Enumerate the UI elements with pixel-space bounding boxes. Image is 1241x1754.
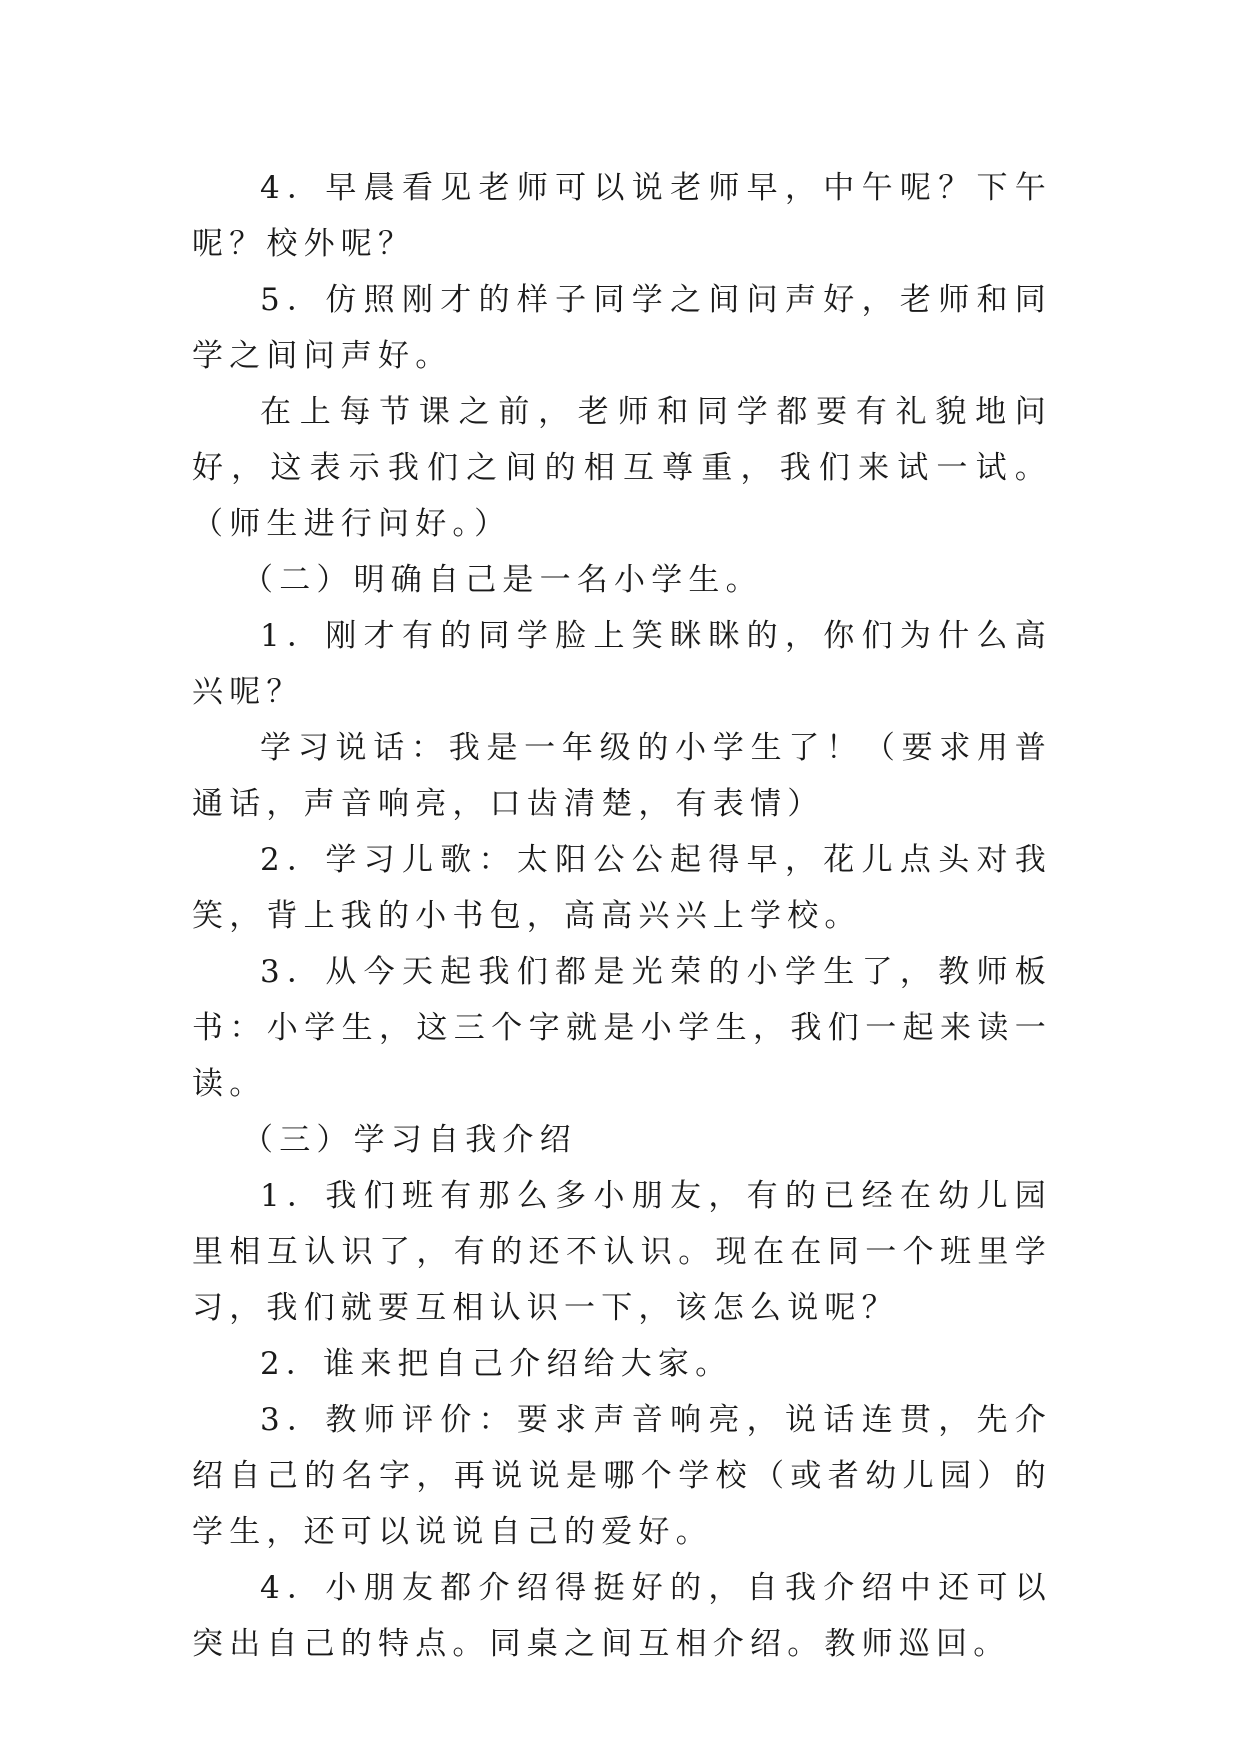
paragraph-intro-item-1: 1．我们班有那么多小朋友，有的已经在幼儿园里相互认识了，有的还不认识。现在在同一个班里学习，我们就要互相认识一下，该怎么说呢？ <box>192 1178 1052 1326</box>
paragraph-item-2: 2．学习儿歌：太阳公公起得早，花儿点头对我笑，背上我的小书包，高高兴兴上学校。 <box>192 842 1052 934</box>
paragraph-intro-item-3: 3．教师评价：要求声音响亮，说话连贯，先介绍自己的名字，再说说是哪个学校（或者幼儿园）的学生，还可以说说自己的爱好。 <box>192 1402 1052 1550</box>
section-heading-2: （二）明确自己是一名小学生。 <box>242 562 763 598</box>
document-page <box>192 160 1052 1672</box>
paragraph-speech-practice: 学习说话：我是一年级的小学生了！（要求用普通话，声音响亮，口齿清楚，有表情） <box>192 730 1052 822</box>
paragraph-item-3: 3．从今天起我们都是光荣的小学生了，教师板书：小学生，这三个字就是小学生，我们一起来读一读。 <box>192 954 1052 1102</box>
paragraph-item-4: 4．早晨看见老师可以说老师早，中午呢？下午呢？校外呢？ <box>192 170 1052 262</box>
paragraph-greeting-note: 在上每节课之前，老师和同学都要有礼貌地问好，这表示我们之间的相互尊重，我们来试一试。（师生进行问好。） <box>192 394 1052 542</box>
paragraph-item-1: 1．刚才有的同学脸上笑眯眯的，你们为什么高兴呢？ <box>192 618 1052 710</box>
section-heading-3: （三）学习自我介绍 <box>242 1122 577 1158</box>
paragraph-intro-item-2: 2．谁来把自己介绍给大家。 <box>260 1346 733 1382</box>
paragraph-intro-item-4: 4．小朋友都介绍得挺好的，自我介绍中还可以突出自己的特点。同桌之间互相介绍。教师巡回。 <box>192 1570 1052 1662</box>
paragraph-item-5: 5．仿照刚才的样子同学之间问声好，老师和同学之间问声好。 <box>192 282 1052 374</box>
